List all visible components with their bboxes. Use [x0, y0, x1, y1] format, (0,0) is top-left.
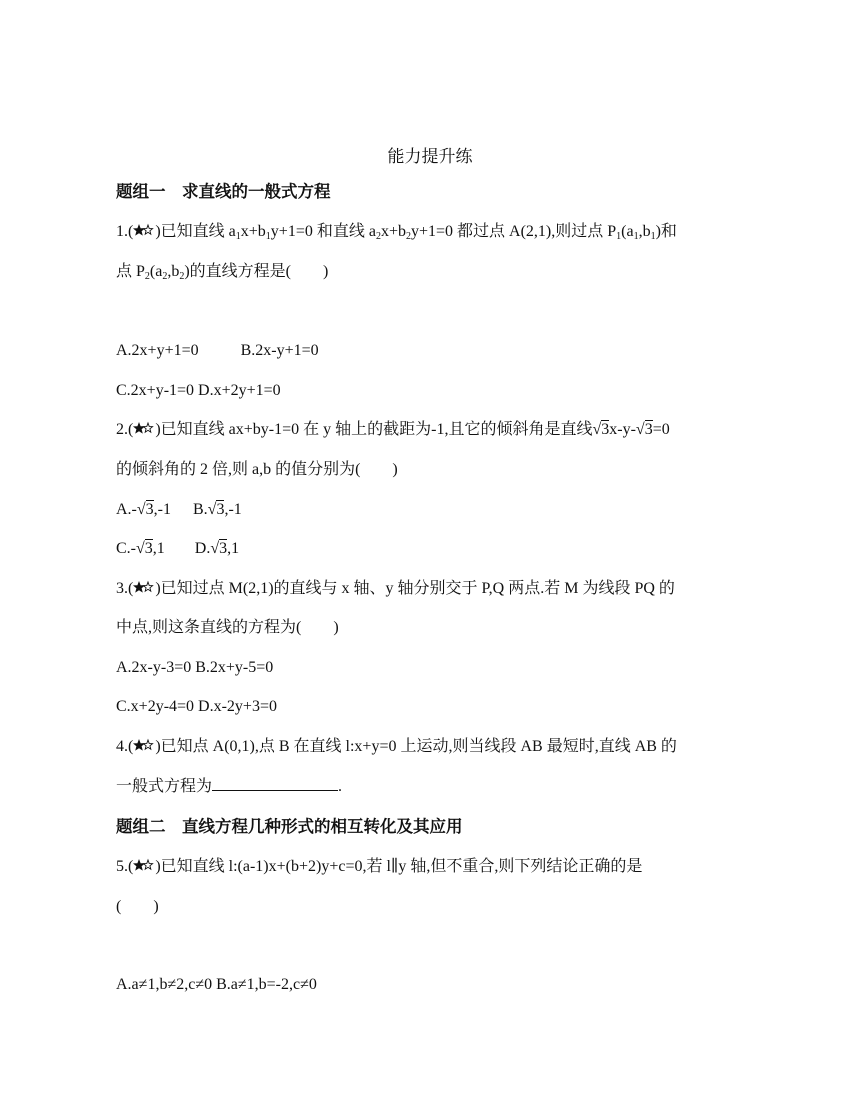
difficulty-star-icon — [133, 223, 155, 237]
question-3-line-2: 中点,则这条直线的方程为( ) — [116, 619, 339, 636]
question-4-line-1: 4.( )已知点 A(0,1),点 B 在直线 l:x+y=0 上运动,则当线段 AB 最短时,直线 AB 的 — [116, 738, 677, 755]
option-c: C.-√3,1 — [116, 540, 165, 557]
sqrt-3: √3 — [592, 421, 610, 438]
section-heading-group2: 题组二 直线方程几种形式的相互转化及其应用 — [116, 817, 463, 836]
question-3-options-ab: A.2x-y-3=0 B.2x+y-5=0 — [116, 659, 274, 676]
difficulty-star-icon — [133, 858, 155, 872]
question-5-options-ab: A.a≠1,b≠2,c≠0 B.a≠1,b=-2,c≠0 — [116, 976, 317, 993]
difficulty-star-icon — [133, 421, 155, 435]
section-heading-group1: 题组一 求直线的一般式方程 — [116, 182, 331, 201]
option-a: A.2x+y+1=0 — [116, 342, 199, 359]
question-1-options-cd: C.2x+y-1=0 D.x+2y+1=0 — [116, 382, 281, 399]
question-1-options-ab — [116, 341, 319, 361]
option-b: B.2x-y+1=0 — [240, 342, 319, 359]
question-1-line-1: 1.( )已知直线 $a_1x+b_1y+1=0$ 和直线 $a_2x+b_2y+1=0$ 都过点 A(2,1),则过点 $P_1(a_1,b_1)$和 — [116, 223, 677, 242]
question-2-line-2: 的倾斜角的 2 倍,则 a,b 的值分别为( ) — [116, 461, 398, 478]
question-2-options-cd — [116, 539, 239, 559]
question-2-line-1: 2.( )已知直线 ax+by-1=0 在 y 轴上的截距为-1,且它的倾斜角是直线√3x-y-√3=0 — [116, 421, 670, 438]
option-b: B.√3,-1 — [193, 501, 242, 518]
question-5-line-1: 5.( )已知直线 l:(a-1)x+(b+2)y+c=0,若 l∥y 轴,但不重合,则下列结论正确的是 — [116, 858, 643, 875]
sqrt-3: √3 — [635, 421, 653, 438]
difficulty-star-icon — [133, 580, 155, 594]
difficulty-star-icon — [133, 738, 155, 752]
question-1-line-2: 点 $P_2(a_2,b_2)$的直线方程是( ) — [116, 263, 329, 282]
question-4-line-2: 一般式方程为 . — [116, 778, 343, 795]
question-5-line-2: ( ) — [116, 898, 159, 915]
question-3-line-1: 3.( )已知过点 M(2,1)的直线与 x 轴、y 轴分别交于 P,Q 两点.若 M 为线段 PQ 的 — [116, 580, 675, 597]
question-2-options-ab — [116, 500, 242, 520]
question-3-options-cd: C.x+2y-4=0 D.x-2y+3=0 — [116, 698, 277, 715]
option-d: D.√3,1 — [194, 540, 240, 557]
option-a: A.-√3,-1 — [116, 501, 171, 518]
answer-blank[interactable] — [212, 776, 338, 791]
page-title: 能力提升练 — [387, 147, 473, 166]
